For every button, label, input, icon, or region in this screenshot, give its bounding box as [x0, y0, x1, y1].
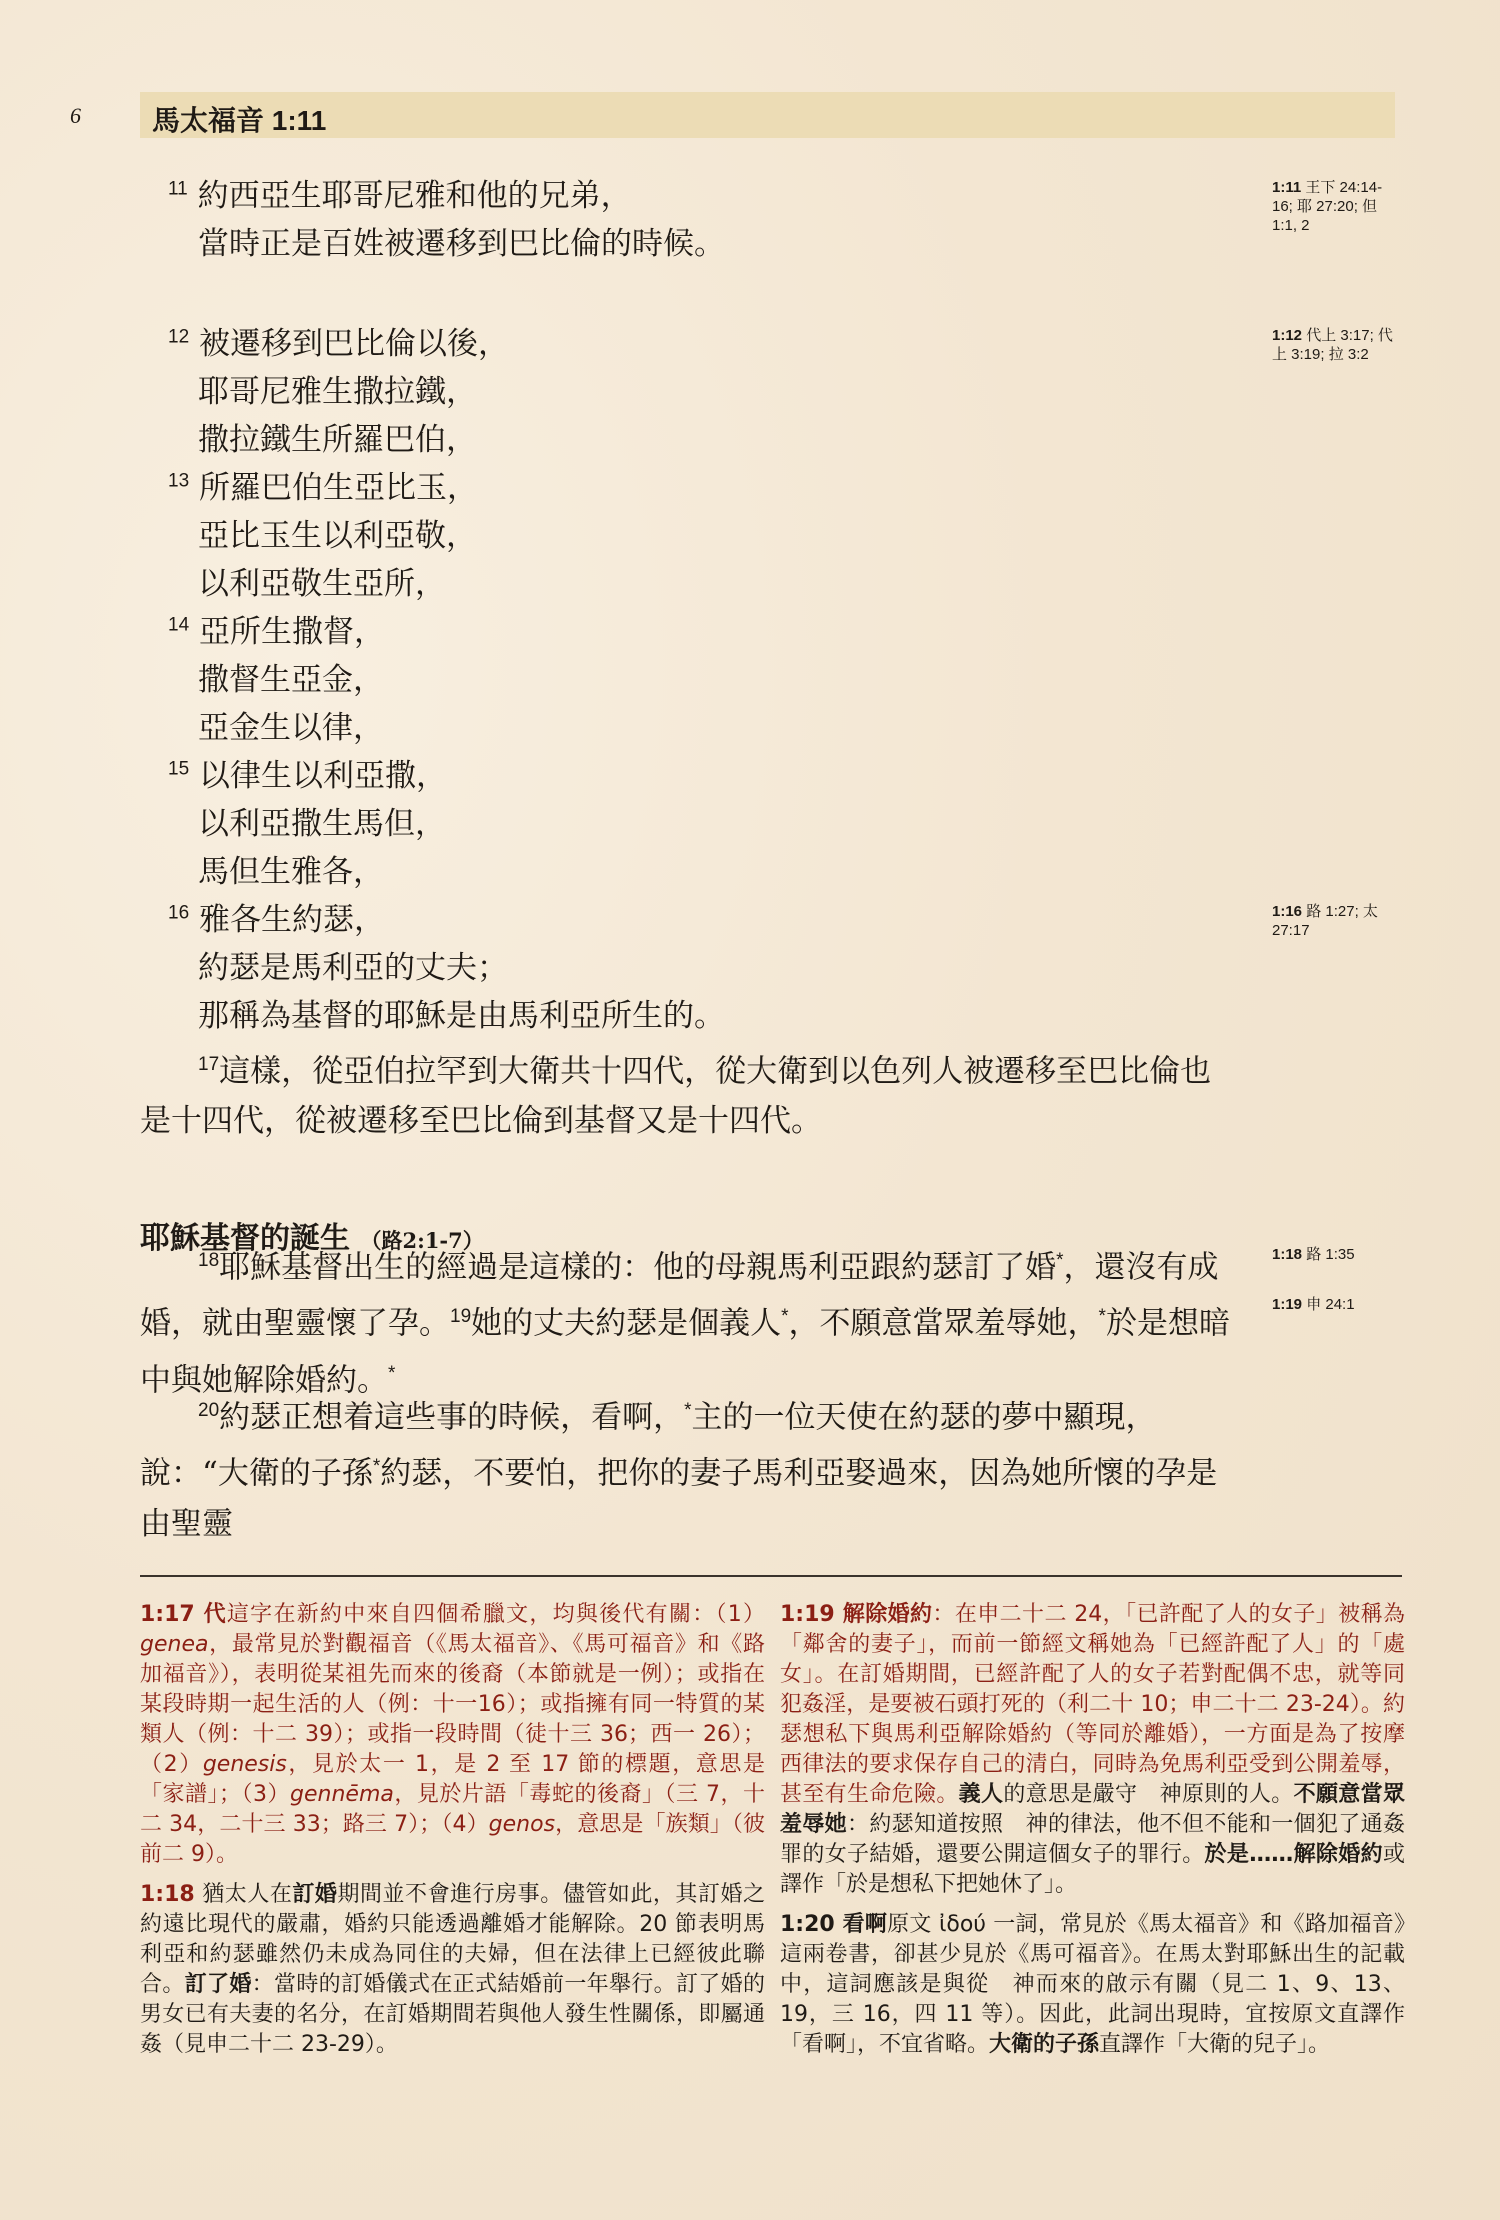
section-heading: 耶穌基督的誕生 （路2:1-7） [140, 1221, 484, 1256]
header-bar [140, 92, 1395, 138]
note-1-19: 1:19 解除婚約：在申二十二 24，「已許配了人的女子」被稱為「鄰舍的妻子」，而前一節經文稱她為「已經許配了人」的「處女」。在訂婚期間，已經許配了人的女子若對配偶不忠，就等同犯姦淫，是要被石頭打死的（利二十 10；申二十二 23-24）。約瑟想私下與馬利亞解除婚約（等同於離婚），一方面是為了按摩西律法的要求保存自己的清白，同時為免馬利亞受到公開羞辱，甚至有生命危險。義人的意思是嚴守 神原則的人。不願意當眾羞辱她：約瑟知道按照 神的律法，他不但不能和一個犯了通姦罪的女子結婚，還要公開這個女子的罪行。於是……解除婚約或譯作「於是想私下把她休了」。 [780, 1602, 1405, 1897]
cross-ref-1-18: 1:18 路 1:35 [1272, 1246, 1355, 1263]
cross-ref-1-12: 1:12 代上 3:17; 代上 3:19; 拉 3:2 [1272, 327, 1393, 363]
cross-ref-1-16: 1:16 路 1:27; 太 27:17 [1272, 903, 1378, 939]
verse-13-line-1: $^{13}$ 所羅巴伯生亞比玉， [168, 470, 478, 506]
verse-14-line-3: 亞金生以律， [198, 710, 384, 746]
verse-14-line-1: $^{14}$ 亞所生撒督， [168, 614, 385, 650]
verse-number: 17 [198, 1054, 220, 1075]
verse-number: 11 [168, 178, 188, 200]
verse-12-line-3: 撒拉鐵生所羅巴伯， [198, 422, 477, 458]
notes-left-column [140, 1600, 765, 2070]
verse-13-line-3: 以利亞敬生亞所， [198, 566, 446, 602]
verse-18-19-paragraph: $^{18}$耶穌基督出生的經過是這樣的：他的母親馬利亞跟約瑟訂了婚*，還沒有成婚，就由聖靈懷了孕。$^{19}$她的丈夫約瑟是個義人*，不願意當眾羞辱她，*於是想暗中與她解除婚約。* [140, 1249, 1230, 1398]
verse-11-line-1: $^{11}$ 約西亞生耶哥尼雅和他的兄弟， [168, 178, 632, 214]
note-1-18: 1:18 猶太人在訂婚期間並不會進行房事。儘管如此，其訂婚之約遠比現代的嚴肅，婚約只能透過離婚才能解除。20 節表明馬利亞和約瑟雖然仍未成為同住的夫婦，但在法律上已經彼此聯合。訂了婚：當時的訂婚儀式在正式結婚前一年舉行。訂了婚的男女已有夫妻的名分，在訂婚期間若與他人發生性關係，即屬通姦（見申二十二 23-29）。 [140, 1882, 765, 2057]
verse-12-line-2: 耶哥尼雅生撒拉鐵， [198, 374, 477, 410]
verse-16-line-2: 約瑟是馬利亞的丈夫； [198, 950, 508, 986]
verse-16-line-3: 那稱為基督的耶穌是由馬利亞所生的。 [198, 998, 725, 1034]
verse-12-line-1: $^{12}$ 被遷移到巴比倫以後， [168, 326, 509, 362]
page-title: 馬太福音 1:11 [152, 105, 327, 136]
verse-number: 13 [168, 470, 190, 492]
cross-ref-1-19: 1:19 申 24:1 [1272, 1296, 1355, 1313]
verse-15-line-1: $^{15}$ 以律生以利亞撒， [168, 758, 447, 794]
verse-13-line-2: 亞比玉生以利亞敬， [198, 518, 477, 554]
verse-20-paragraph: $^{20}$約瑟正想着這些事的時候，看啊，*主的一位天使在約瑟的夢中顯現，說：“大衛的子孫*約瑟，不要怕，把你的妻子馬利亞娶過來，因為她所懷的孕是由聖靈 [140, 1399, 1218, 1542]
verse-17-paragraph: $^{17}$這樣，從亞伯拉罕到大衛共十四代，從大衛到以色列人被遷移至巴比倫也是十四代，從被遷移至巴比倫到基督又是十四代。 [140, 1053, 1212, 1140]
verse-number: 14 [168, 614, 190, 636]
verse-14-line-2: 撒督生亞金， [198, 662, 384, 698]
verse-16-line-1: $^{16}$ 雅各生約瑟， [168, 902, 385, 938]
verse-15-line-2: 以利亞撒生馬但， [198, 806, 446, 842]
page-number: 6 [70, 103, 81, 128]
section-reference: （路2:1-7） [360, 1228, 484, 1253]
verse-number: 12 [168, 326, 190, 348]
cross-ref-1-11: 1:11 王下 24:14-16; 耶 27:20; 但 1:1, 2 [1272, 179, 1383, 234]
notes-right-column [780, 1600, 1405, 2070]
verse-11-line-2: 當時正是百姓被遷移到巴比倫的時候。 [198, 226, 725, 262]
verse-15-line-3: 馬但生雅各， [198, 854, 384, 890]
note-1-20: 1:20 看啊原文 ἰδού 一詞，常見於《馬太福音》和《路加福音》這兩卷書，卻甚少見於《馬可福音》。在馬太對耶穌出生的記載中，這詞應該是與從 神而來的啟示有關（見二 1、9、13、19，三 16，四 11 等）。因此，此詞出現時，宜按原文直譯作「看啊」，不宜省略。大衛的子孫直譯作「大衛的兒子」。 [780, 1912, 1405, 2057]
verse-number: 15 [168, 758, 190, 780]
verse-number: 16 [168, 902, 190, 924]
note-1-17: 1:17 代這字在新約中來自四個希臘文，均與後代有關：（1）genea，最常見於對觀福音（《馬太福音》、《馬可福音》和《路加福音》），表明從某祖先而來的後裔（本節就是一例）；或指在某段時期一起生活的人（例：十一16）；或指擁有同一特質的某類人（例：十二 39）；或指一段時間（徒十三 36；西一 26）；（2）genesis，見於太一 1，是 2 至 17 節的標題，意思是「家譜」；（3）gennēma，見於片語「毒蛇的後裔」（三 7，十二 34，二十三 33；路三 7）；（4）genos，意思是「族類」（彼前二 9）。 [140, 1602, 766, 1867]
footnote-divider [140, 1575, 1402, 1577]
